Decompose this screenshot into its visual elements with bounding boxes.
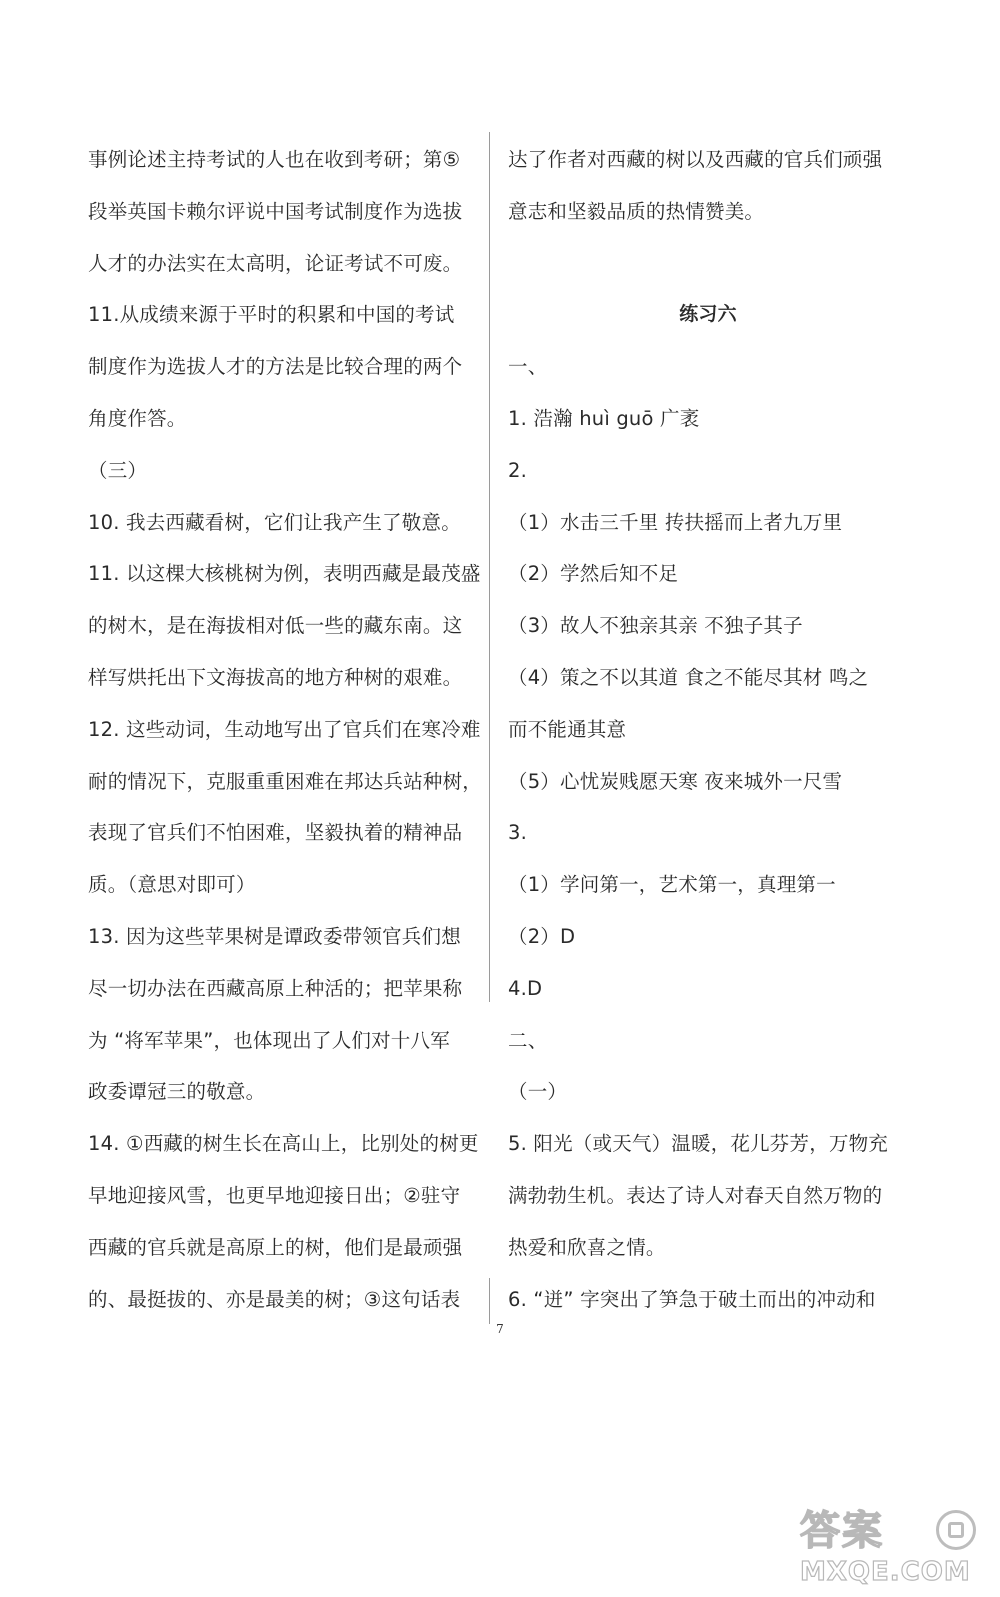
text-line: 4.D [508, 976, 543, 1000]
text-line: 5. 阳光（或天气）温暖，花儿芬芳，万物充 [508, 1132, 889, 1156]
text-line: 政委谭冠三的敬意。 [88, 1080, 266, 1104]
right-column [508, 134, 908, 1325]
section-title: 练习六 [679, 303, 737, 326]
text-line: 意志和坚毅品质的热情赞美。 [508, 199, 765, 223]
watermark-seal-icon [936, 1510, 976, 1550]
text-line: 2. [508, 458, 528, 482]
text-line: 表现了官兵们不怕困难，坚毅执着的精神品 [88, 821, 463, 845]
text-line: （一） [508, 1080, 568, 1104]
text-line: 尽一切办法在西藏高原上种活的；把苹果称 [88, 976, 463, 1000]
text-line: （1）学问第一，艺术第一，真理第一 [508, 873, 836, 897]
text-line: 6. “迸” 字突出了笋急于破土而出的冲动和 [508, 1287, 876, 1311]
text-line: 角度作答。 [88, 406, 187, 430]
text-line: 11. 以这棵大核桃树为例，表明西藏是最茂盛 [88, 562, 481, 586]
text-line: 10. 我去西藏看树，它们让我产生了敬意。 [88, 510, 461, 534]
text-line: 1. 浩瀚 huì guō 广袤 [508, 406, 700, 430]
text-line: （3）故人不独亲其亲 不独子其子 [508, 614, 803, 638]
watermark-top-text: 答案 [800, 1508, 884, 1554]
text-line: 的树木，是在海拔相对低一些的藏东南。这 [88, 614, 463, 638]
column-divider [489, 132, 490, 1002]
text-line: 样写烘托出下文海拔高的地方种树的艰难。 [88, 665, 463, 689]
text-line: 热爱和欣喜之情。 [508, 1235, 666, 1259]
text-line: 13. 因为这些苹果树是谭政委带领官兵们想 [88, 924, 461, 948]
text-line: 的、最挺拔的、亦是最美的树；③这句话表 [88, 1287, 461, 1311]
text-line: （5）心忧炭贱愿天寒 夜来城外一尺雪 [508, 769, 843, 793]
text-line: （2）D [508, 924, 576, 948]
text-line: 人才的办法实在太高明，论证考试不可废。 [88, 251, 463, 275]
left-column [88, 134, 488, 1325]
text-line: 12. 这些动词，生动地写出了官兵们在寒冷难 [88, 717, 481, 741]
text-line: （1）水击三千里 抟扶摇而上者九万里 [508, 510, 843, 534]
text-line: 为 “将军苹果”，也体现出了人们对十八军 [88, 1028, 450, 1052]
text-line: 制度作为选拔人才的方法是比较合理的两个 [88, 355, 463, 379]
text-line: 14. ①西藏的树生长在高山上，比别处的树更 [88, 1132, 479, 1156]
text-line: 早地迎接风雪，也更早地迎接日出；②驻守 [88, 1183, 461, 1207]
text-line: 事例论述主持考试的人也在收到考研；第⑤ [88, 148, 461, 171]
text-line: 西藏的官兵就是高原上的树，他们是最顽强 [88, 1235, 463, 1259]
text-line: 11.从成绩来源于平时的积累和中国的考试 [88, 303, 455, 327]
text-line: （4）策之不以其道 食之不能尽其材 鸣之 [508, 665, 869, 689]
text-line: 一、 [508, 355, 548, 379]
text-line: 达了作者对西藏的树以及西藏的官兵们顽强 [508, 148, 883, 171]
page-number: 7 [496, 1322, 504, 1336]
text-line: 耐的情况下，克服重重困难在邦达兵站种树， [88, 769, 483, 793]
section-heading: （三） [88, 458, 148, 482]
blank-line [508, 238, 908, 290]
text-line: （2）学然后知不足 [508, 562, 679, 586]
text-line: 满勃勃生机。表达了诗人对春天自然万物的 [508, 1183, 883, 1207]
text-line: 3. [508, 821, 528, 845]
text-line: 质。（意思对即可） [88, 873, 256, 897]
text-line: 二、 [508, 1028, 548, 1052]
column-divider-lower [489, 1278, 490, 1324]
watermark-bottom-text: MXQE.COM [800, 1557, 971, 1587]
text-line: 而不能通其意 [508, 717, 627, 741]
text-line: 段举英国卡赖尔评说中国考试制度作为选拔 [88, 199, 463, 223]
watermark-logo [800, 1508, 985, 1588]
